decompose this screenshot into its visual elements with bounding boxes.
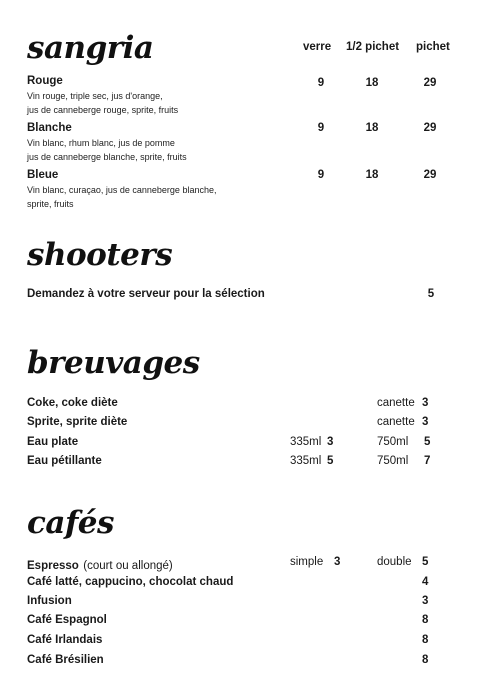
item-description: sprite, fruits (27, 199, 74, 209)
price-1: 3 (334, 556, 341, 568)
item-name: Infusion (27, 595, 72, 607)
price-2: 5 (422, 556, 429, 568)
price: 3 (422, 595, 429, 607)
item-description: Vin blanc, rhum blanc, jus de pomme (27, 138, 175, 148)
size-1: simple (290, 556, 324, 568)
item-name: Café latté, cappucino, chocolat chaud (27, 576, 234, 588)
price-verre: 9 (317, 77, 325, 89)
price-1: 3 (327, 436, 334, 448)
item-name: Café Brésilien (27, 654, 104, 666)
item-name: Rouge (27, 75, 63, 87)
item-name: Coke, coke diète (27, 397, 118, 409)
price-half-pichet: 18 (365, 77, 379, 89)
price-half-pichet: 18 (365, 122, 379, 134)
size-2: canette (377, 416, 415, 428)
price: 4 (422, 576, 429, 588)
espresso-note: (court ou allongé) (83, 560, 173, 572)
price-1: 5 (327, 455, 334, 467)
price-verre: 9 (317, 169, 325, 181)
item-name: Eau pétillante (27, 455, 102, 467)
size-1: 335ml (290, 436, 322, 448)
size-1: 335ml (290, 455, 322, 467)
item-name: Café Irlandais (27, 634, 103, 646)
column-verre: verre (303, 41, 332, 53)
shooters-text: Demandez à votre serveur pour la sélection (27, 288, 265, 300)
price: 8 (422, 634, 429, 646)
price-pichet: 29 (423, 77, 437, 89)
shooters-price: 5 (427, 288, 435, 300)
sangria-heading: sangria (27, 30, 154, 66)
size-2: 750ml (377, 455, 409, 467)
cafes-heading: cafés (27, 505, 114, 541)
item-description: jus de canneberge blanche, sprite, fruits (27, 152, 187, 162)
size-2: canette (377, 397, 415, 409)
price-2: 3 (422, 416, 429, 428)
price-2: 3 (422, 397, 429, 409)
item-name: Café Espagnol (27, 614, 107, 626)
price: 8 (422, 614, 429, 626)
item-name: Eau plate (27, 436, 79, 448)
item-name (27, 556, 173, 574)
espresso-name: Espresso (27, 560, 79, 572)
price-2: 5 (424, 436, 431, 448)
price: 8 (422, 654, 429, 666)
size-2: double (377, 556, 412, 568)
size-2: 750ml (377, 436, 409, 448)
price-verre: 9 (317, 122, 325, 134)
item-description: Vin blanc, curaçao, jus de canneberge blanche, (27, 185, 217, 195)
price-half-pichet: 18 (365, 169, 379, 181)
breuvages-heading: breuvages (27, 345, 200, 381)
item-description: Vin rouge, triple sec, jus d'orange, (27, 91, 163, 101)
column-pichet: pichet (416, 41, 450, 53)
item-name: Sprite, sprite diète (27, 416, 128, 428)
price-pichet: 29 (423, 122, 437, 134)
price-pichet: 29 (423, 169, 437, 181)
item-description: jus de canneberge rouge, sprite, fruits (27, 105, 179, 115)
column-half-pichet: 1/2 pichet (346, 41, 400, 53)
price-2: 7 (424, 455, 431, 467)
shooters-heading: shooters (27, 237, 173, 273)
item-name: Bleue (27, 169, 59, 181)
item-name: Blanche (27, 122, 72, 134)
